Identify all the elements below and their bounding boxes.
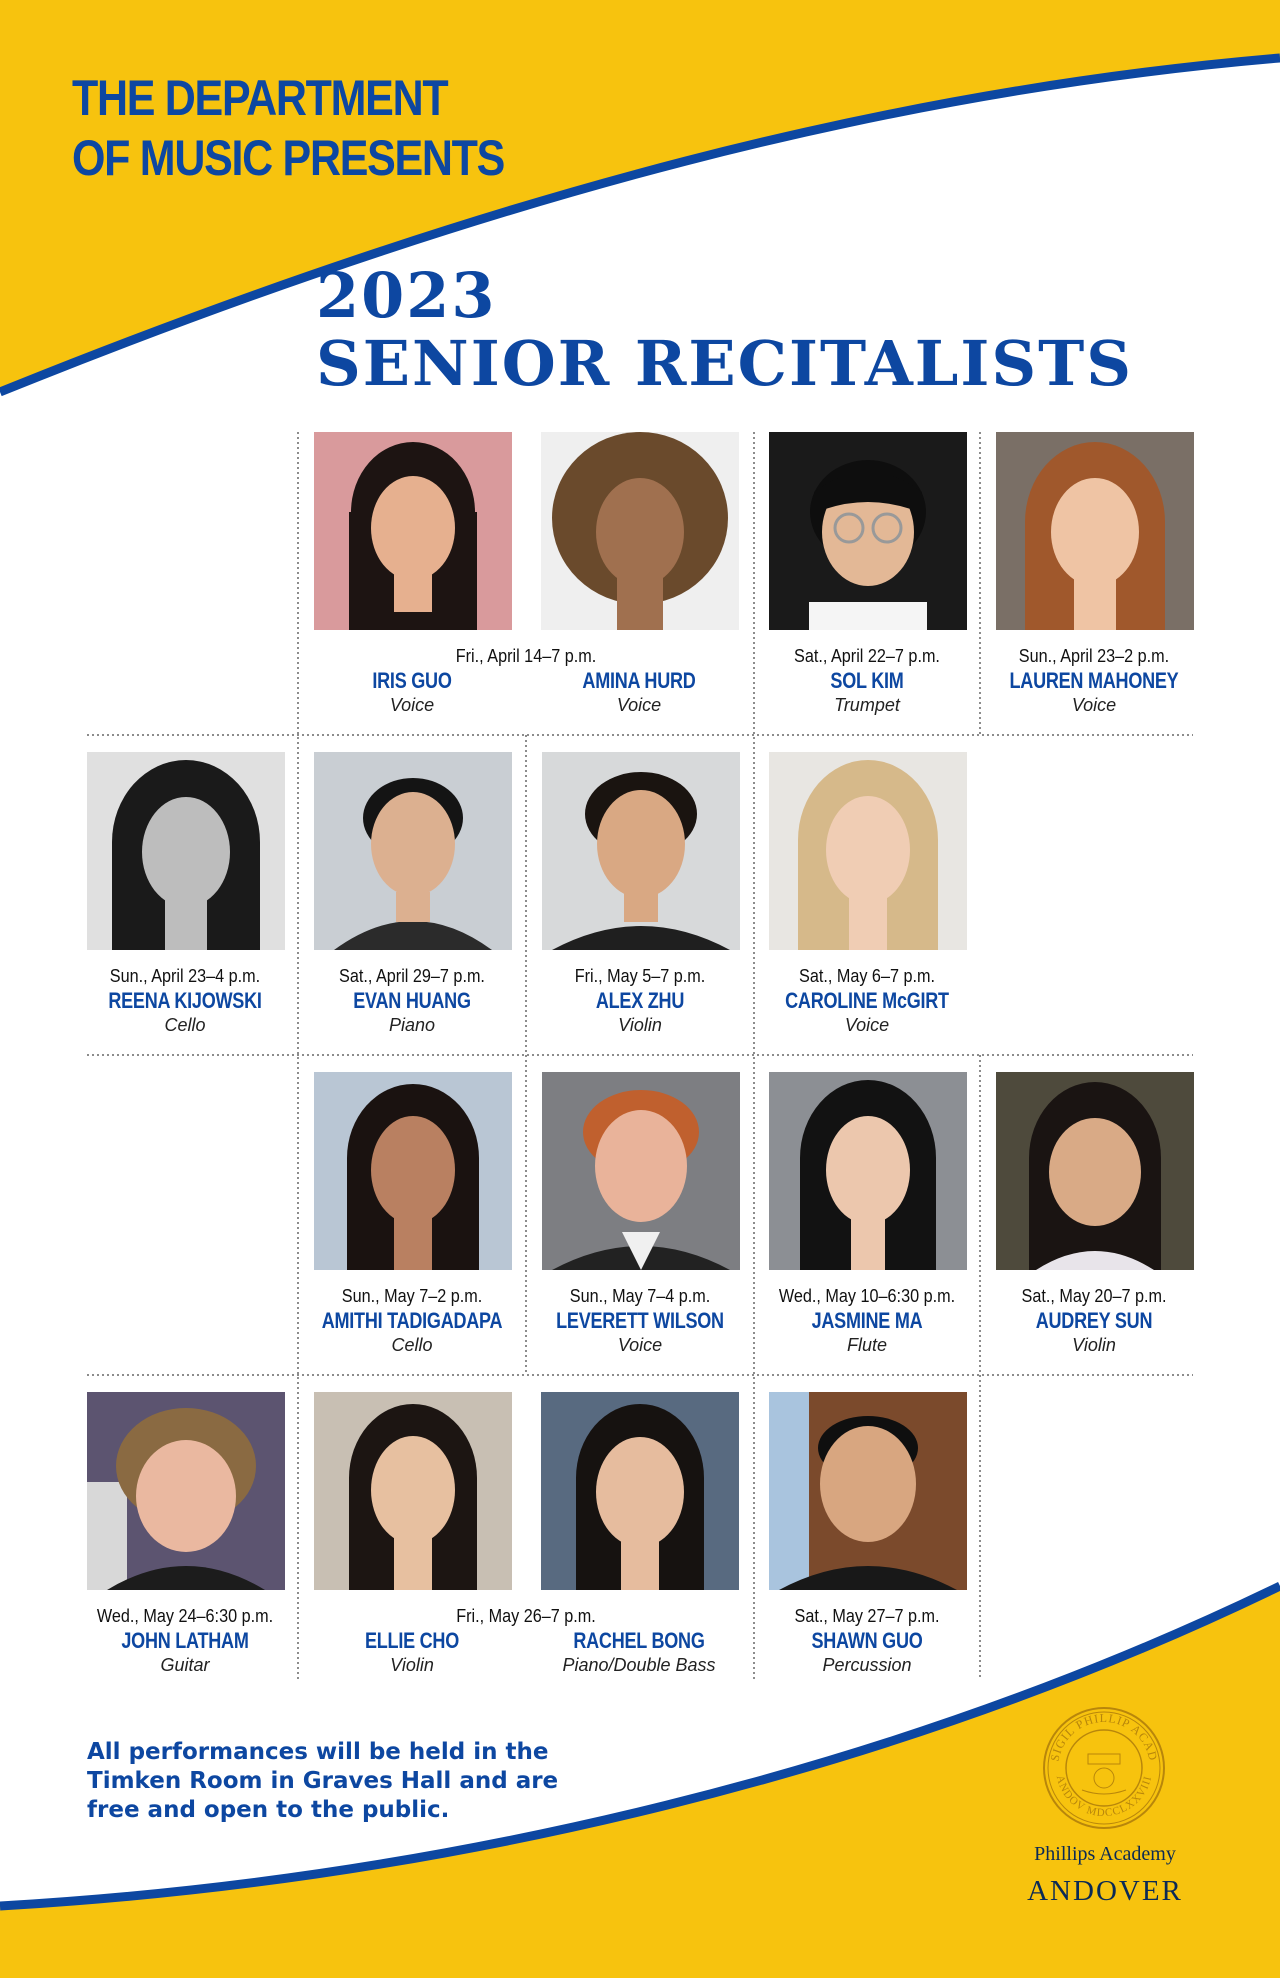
performer-name: EVAN HUANG [353, 988, 471, 1013]
portrait-sol-kim [769, 432, 967, 630]
portrait-caroline-mcgirt [769, 752, 967, 950]
recital-slot-may-6 [754, 745, 980, 1063]
slot-info [981, 1285, 1207, 1357]
performer-name: JASMINE MA [811, 1308, 923, 1333]
portrait-leverett-wilson [542, 1072, 740, 1270]
performance-date: Sun., April 23–2 p.m. [1018, 646, 1170, 666]
portrait-jasmine-ma [769, 1072, 967, 1270]
performance-date: Sat., April 29–7 p.m. [339, 966, 485, 986]
performer-instrument: Flute [846, 1335, 888, 1355]
portrait-amina-hurd [541, 432, 739, 630]
portrait-lauren-mahoney [996, 432, 1194, 630]
portrait-amithi-tadigadapa [314, 1072, 512, 1270]
performer-instrument: Piano/Double Bass [562, 1655, 716, 1675]
performer-name: ELLIE CHO [364, 1628, 459, 1653]
slot-info [299, 1605, 753, 1677]
performer-instrument: Guitar [160, 1655, 210, 1675]
recital-slot-april-23-4pm [72, 745, 298, 1063]
venue-note-line-3: free and open to the public. [87, 1797, 450, 1823]
performer-name: LAUREN MAHONEY [1009, 668, 1179, 693]
performer-name: AMITHI TADIGADAPA [321, 1308, 503, 1333]
recital-slot-may-26 [299, 1385, 753, 1703]
slot-info [754, 1285, 980, 1357]
recital-slot-may-5 [527, 745, 753, 1063]
performance-date: Sat., May 20–7 p.m. [1021, 1286, 1167, 1306]
academy-seal-logo [1042, 1706, 1166, 1830]
portrait-reena-kijowski [87, 752, 285, 950]
portrait-john-latham [87, 1392, 285, 1590]
performer-name: JOHN LATHAM [121, 1628, 249, 1653]
performance-date: Sun., May 7–4 p.m. [569, 1286, 711, 1306]
portrait-ellie-cho [314, 1392, 512, 1590]
slot-info [527, 1285, 753, 1357]
performance-date: Sat., April 22–7 p.m. [794, 646, 940, 666]
recital-slot-may-20 [981, 1065, 1207, 1383]
slot-info [754, 645, 980, 717]
performer-name: RACHEL BONG [573, 1628, 705, 1653]
portrait-alex-zhu [542, 752, 740, 950]
slot-info [299, 965, 525, 1037]
title-year: 2023 [316, 259, 497, 332]
performer-instrument: Violin [390, 1655, 434, 1675]
slot-info [299, 1285, 525, 1357]
performer-instrument: Violin [1072, 1335, 1116, 1355]
recital-slot-april-14 [299, 425, 753, 743]
svg-text:SIGIL PHILLIP ACAD: SIGIL PHILLIP ACAD [1047, 1710, 1161, 1763]
performance-date: Fri., May 26–7 p.m. [456, 1606, 596, 1626]
portrait-audrey-sun [996, 1072, 1194, 1270]
performer-name: SOL KIM [830, 668, 904, 693]
performance-date: Wed., May 10–6:30 p.m. [778, 1286, 956, 1306]
performer-name: SHAWN GUO [811, 1628, 923, 1653]
performer-instrument: Percussion [822, 1655, 912, 1675]
performer-name: REENA KIJOWSKI [108, 988, 262, 1013]
performer-instrument: Voice [844, 1015, 890, 1035]
performer-name: CAROLINE McGIRT [785, 988, 949, 1013]
slot-info [72, 965, 298, 1037]
recital-slot-april-23-2pm [981, 425, 1207, 743]
recital-slot-may-24 [72, 1385, 298, 1703]
performance-date: Sun., April 23–4 p.m. [109, 966, 261, 986]
performer-name: LEVERETT WILSON [556, 1308, 724, 1333]
performance-date: Sun., May 7–2 p.m. [341, 1286, 483, 1306]
venue-note [87, 1738, 558, 1825]
performer-instrument: Piano [388, 1015, 436, 1035]
venue-note-line-2: Timken Room in Graves Hall and are [87, 1768, 559, 1794]
svg-text:ANDOV MDCCLXXVIII: ANDOV MDCCLXXVIII [1053, 1774, 1155, 1820]
performance-date: Fri., May 5–7 p.m. [574, 966, 706, 986]
recital-slot-april-29 [299, 745, 525, 1063]
title-main: SENIOR RECITALISTS [316, 327, 1134, 400]
performer-instrument: Voice [617, 1335, 663, 1355]
recital-slot-may-27 [754, 1385, 980, 1703]
recital-slot-may-7-2pm [299, 1065, 525, 1383]
performance-date: Fri., April 14–7 p.m. [455, 646, 597, 666]
slot-info [754, 1605, 980, 1677]
performer-instrument: Cello [391, 1335, 433, 1355]
portrait-rachel-bong [541, 1392, 739, 1590]
presenter-line-1: THE DEPARTMENT [72, 70, 448, 126]
performer-name: IRIS GUO [372, 668, 452, 693]
performance-date: Sat., May 27–7 p.m. [794, 1606, 940, 1626]
page-title [316, 259, 1134, 400]
portrait-iris-guo [314, 432, 512, 630]
presenter-heading [72, 68, 504, 188]
performer-instrument: Violin [618, 1015, 662, 1035]
performer-instrument: Voice [389, 695, 435, 715]
performance-date: Wed., May 24–6:30 p.m. [96, 1606, 274, 1626]
academy-location: ANDOVER [1027, 1875, 1183, 1907]
performer-instrument: Trumpet [834, 695, 900, 715]
presenter-line-2: OF MUSIC PRESENTS [72, 130, 505, 186]
portrait-evan-huang [314, 752, 512, 950]
slot-info [72, 1605, 298, 1677]
slot-info [299, 645, 753, 717]
recital-slot-may-10 [754, 1065, 980, 1383]
performer-name: ALEX ZHU [595, 988, 685, 1013]
performer-instrument: Voice [1071, 695, 1117, 715]
performer-instrument: Voice [616, 695, 662, 715]
recital-slot-april-22 [754, 425, 980, 743]
portrait-shawn-guo [769, 1392, 967, 1590]
performer-name: AUDREY SUN [1035, 1308, 1153, 1333]
slot-info [981, 645, 1207, 717]
performer-instrument: Cello [164, 1015, 206, 1035]
performer-name: AMINA HURD [582, 668, 696, 693]
slot-info [754, 965, 980, 1037]
venue-note-line-1: All performances will be held in the [87, 1739, 549, 1765]
slot-info [527, 965, 753, 1037]
recital-slot-may-7-4pm [527, 1065, 753, 1383]
academy-name: Phillips Academy [1034, 1843, 1176, 1865]
performance-date: Sat., May 6–7 p.m. [799, 966, 935, 986]
